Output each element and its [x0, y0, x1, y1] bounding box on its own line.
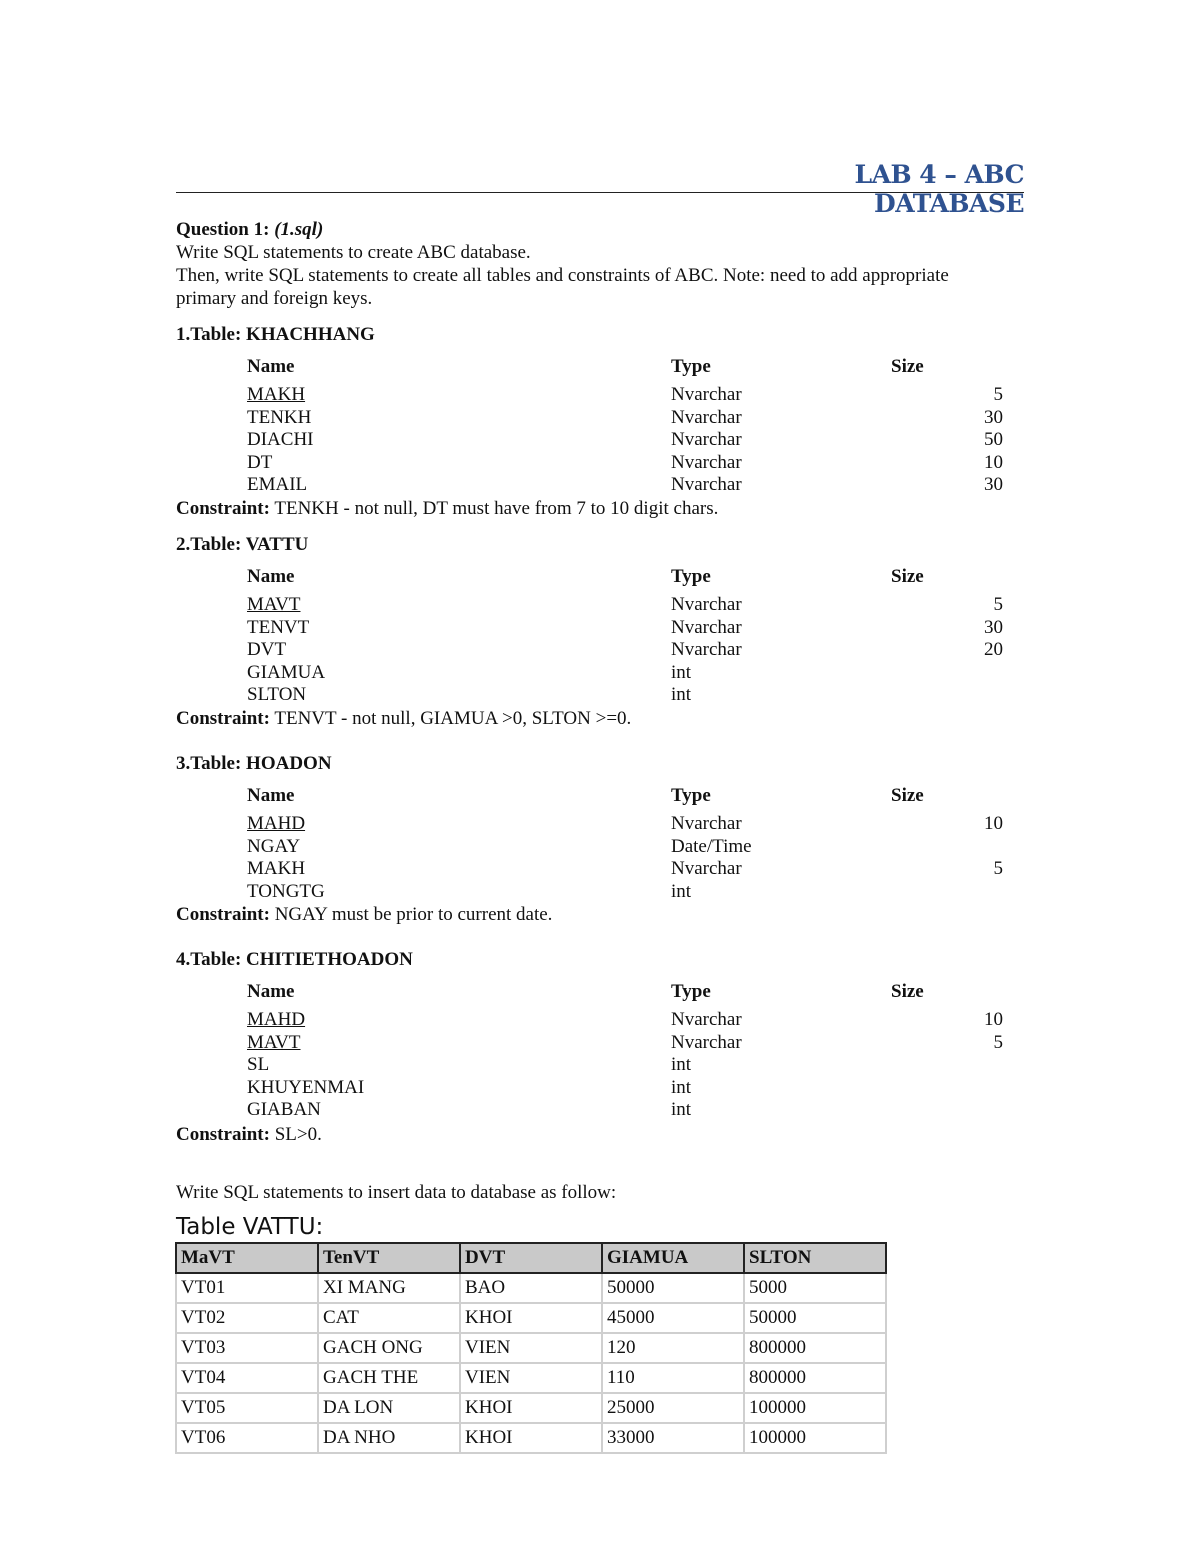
insert-instruction: Write SQL statements to insert data to database as follow:: [176, 1182, 617, 1203]
field-type: Nvarchar: [671, 1031, 742, 1053]
vattu-data-table: [175, 1242, 887, 1454]
field-row: [247, 836, 1007, 859]
field-name: DVT: [247, 639, 287, 661]
field-type: Nvarchar: [671, 451, 742, 473]
column-header: SLTON: [744, 1243, 886, 1273]
table-cell: GACH THE: [318, 1363, 460, 1393]
field-type: int: [671, 880, 692, 902]
column-header-row: [247, 566, 1007, 594]
column-header: GIAMUA: [602, 1243, 744, 1273]
field-row: [247, 474, 1007, 497]
table-row: [176, 1333, 886, 1363]
field-type: Nvarchar: [671, 384, 742, 405]
table-cell: VIEN: [460, 1333, 602, 1363]
field-table: [247, 981, 1007, 1122]
table-cell: 25000: [602, 1393, 744, 1423]
field-type: int: [671, 684, 692, 706]
table-row: [176, 1393, 886, 1423]
field-name: MAVT: [247, 1031, 301, 1053]
constraint-text: SL>0.: [274, 1124, 322, 1145]
field-size: 5: [993, 594, 1003, 615]
field-type: Nvarchar: [671, 858, 742, 880]
field-name: MAVT: [247, 594, 301, 615]
table-heading: 2.Table: VATTU: [176, 534, 309, 555]
field-row: [247, 452, 1007, 475]
column-header-size: Size: [891, 785, 924, 806]
table-cell: 50000: [744, 1303, 886, 1333]
column-header-row: [247, 785, 1007, 813]
field-size: 20: [984, 639, 1003, 661]
constraint-label: Constraint:: [176, 1124, 270, 1145]
data-table-caption: Table VATTU:: [176, 1214, 324, 1240]
table-cell: VT04: [176, 1363, 318, 1393]
field-type: Nvarchar: [671, 406, 742, 428]
table-body: [176, 1273, 886, 1453]
field-size: 5: [993, 1031, 1003, 1053]
page-title: LAB 4 – ABC DATABASE: [854, 160, 1024, 218]
column-header: TenVT: [318, 1243, 460, 1273]
field-name: NGAY: [247, 835, 301, 857]
table-row: [176, 1273, 886, 1303]
field-size: 30: [984, 474, 1003, 496]
field-type: Nvarchar: [671, 813, 742, 834]
question-title: [176, 218, 323, 241]
field-name: SLTON: [247, 684, 307, 706]
table-cell: 100000: [744, 1393, 886, 1423]
field-name: DT: [247, 451, 273, 473]
table-cell: 45000: [602, 1303, 744, 1333]
field-size: 30: [984, 406, 1003, 428]
field-row: [247, 639, 1007, 662]
field-name: MAKH: [247, 858, 306, 880]
field-row: [247, 594, 1007, 617]
table-cell: DA NHO: [318, 1423, 460, 1453]
field-row: [247, 1054, 1007, 1077]
field-row: [247, 617, 1007, 640]
constraint-label: Constraint:: [176, 498, 270, 519]
field-row: [247, 813, 1007, 836]
table-row: [176, 1363, 886, 1393]
field-row: [247, 881, 1007, 904]
field-row: [247, 407, 1007, 430]
column-header-size: Size: [891, 356, 924, 377]
field-size: 30: [984, 616, 1003, 638]
table-cell: 50000: [602, 1273, 744, 1303]
field-name: MAKH: [247, 384, 306, 405]
field-name: SL: [247, 1054, 270, 1076]
column-header: DVT: [460, 1243, 602, 1273]
table-cell: 120: [602, 1333, 744, 1363]
field-row: [247, 384, 1007, 407]
question-line-2: Then, write SQL statements to create all tables and constraints of ABC. Note: need to add appropriate: [176, 265, 949, 286]
field-name: TENVT: [247, 616, 310, 638]
field-size: 5: [993, 858, 1003, 880]
column-header-name: Name: [247, 356, 295, 377]
field-name: KHUYENMAI: [247, 1076, 365, 1098]
table-row: [176, 1303, 886, 1333]
column-header-name: Name: [247, 566, 295, 587]
field-row: [247, 1009, 1007, 1032]
column-header-size: Size: [891, 981, 924, 1002]
field-name: DIACHI: [247, 429, 314, 451]
field-size: 10: [984, 1009, 1003, 1030]
table-cell: VT01: [176, 1273, 318, 1303]
field-row: [247, 1032, 1007, 1055]
field-type: Nvarchar: [671, 429, 742, 451]
table-cell: KHOI: [460, 1393, 602, 1423]
field-size: 50: [984, 429, 1003, 451]
header-rule: [176, 192, 1024, 193]
field-type: Nvarchar: [671, 616, 742, 638]
table-cell: VT06: [176, 1423, 318, 1453]
column-header-type: Type: [671, 566, 711, 587]
field-table: [247, 356, 1007, 497]
field-name: EMAIL: [247, 474, 308, 496]
column-header-row: [247, 356, 1007, 384]
table-cell: XI MANG: [318, 1273, 460, 1303]
question-file: (1.sql): [274, 219, 324, 240]
field-type: int: [671, 1099, 692, 1121]
constraint-line: [176, 497, 718, 520]
field-table: [247, 785, 1007, 903]
field-type: Nvarchar: [671, 639, 742, 661]
field-size: 10: [984, 451, 1003, 473]
table-cell: KHOI: [460, 1303, 602, 1333]
table-cell: 100000: [744, 1423, 886, 1453]
field-type: Nvarchar: [671, 594, 742, 615]
constraint-text: TENVT - not null, GIAMUA >0, SLTON >=0.: [274, 708, 632, 729]
table-heading: 1.Table: KHACHHANG: [176, 324, 375, 345]
question-line-1: Write SQL statements to create ABC database.: [176, 242, 531, 263]
field-type: Date/Time: [671, 835, 752, 857]
constraint-label: Constraint:: [176, 904, 270, 925]
field-name: TONGTG: [247, 880, 325, 902]
column-header-name: Name: [247, 981, 295, 1002]
table-cell: 110: [602, 1363, 744, 1393]
table-cell: 33000: [602, 1423, 744, 1453]
field-row: [247, 429, 1007, 452]
field-name: MAHD: [247, 813, 306, 834]
table-heading: 4.Table: CHITIETHOADON: [176, 949, 413, 970]
field-type: Nvarchar: [671, 1009, 742, 1030]
table-cell: VT02: [176, 1303, 318, 1333]
column-header-row: [247, 981, 1007, 1009]
question-line-3: primary and foreign keys.: [176, 288, 373, 309]
field-row: [247, 858, 1007, 881]
field-name: GIABAN: [247, 1099, 321, 1121]
field-table: [247, 566, 1007, 707]
field-type: int: [671, 1054, 692, 1076]
field-row: [247, 684, 1007, 707]
table-cell: VIEN: [460, 1363, 602, 1393]
column-header-type: Type: [671, 785, 711, 806]
table-cell: CAT: [318, 1303, 460, 1333]
question-label: Question 1:: [176, 219, 270, 240]
table-heading: 3.Table: HOADON: [176, 753, 332, 774]
field-name: TENKH: [247, 406, 312, 428]
table-cell: KHOI: [460, 1423, 602, 1453]
table-cell: BAO: [460, 1273, 602, 1303]
constraint-line: [176, 707, 631, 730]
table-cell: GACH ONG: [318, 1333, 460, 1363]
column-header-name: Name: [247, 785, 295, 806]
column-header-type: Type: [671, 356, 711, 377]
field-name: GIAMUA: [247, 661, 326, 683]
field-name: MAHD: [247, 1009, 306, 1030]
constraint-text: NGAY must be prior to current date.: [274, 904, 553, 925]
field-type: int: [671, 1076, 692, 1098]
field-size: 5: [993, 384, 1003, 405]
column-header-size: Size: [891, 566, 924, 587]
table-cell: DA LON: [318, 1393, 460, 1423]
table-row: [176, 1423, 886, 1453]
table-cell: VT03: [176, 1333, 318, 1363]
constraint-text: TENKH - not null, DT must have from 7 to 10 digit chars.: [274, 498, 719, 519]
field-row: [247, 1099, 1007, 1122]
field-type: int: [671, 661, 692, 683]
constraint-line: [176, 1123, 322, 1146]
field-row: [247, 1077, 1007, 1100]
constraint-line: [176, 903, 552, 926]
table-cell: 5000: [744, 1273, 886, 1303]
table-header-row: [176, 1243, 886, 1273]
table-cell: VT05: [176, 1393, 318, 1423]
field-size: 10: [984, 813, 1003, 834]
field-type: Nvarchar: [671, 474, 742, 496]
table-cell: 800000: [744, 1333, 886, 1363]
constraint-label: Constraint:: [176, 708, 270, 729]
column-header-type: Type: [671, 981, 711, 1002]
table-cell: 800000: [744, 1363, 886, 1393]
column-header: MaVT: [176, 1243, 318, 1273]
field-row: [247, 662, 1007, 685]
